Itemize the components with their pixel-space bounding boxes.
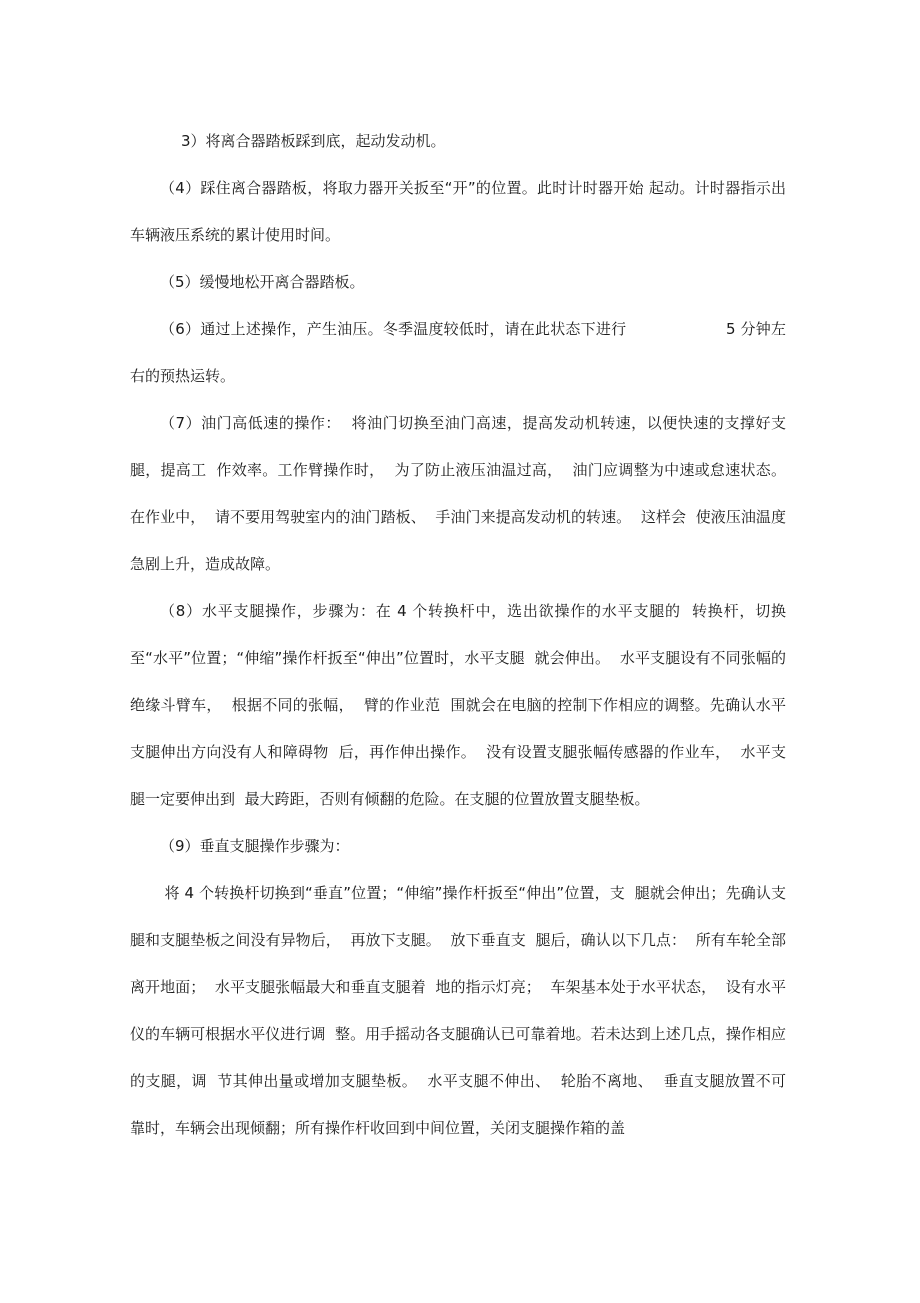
paragraph-step-4: （4）踩住离合器踏板，将取力器开关扳至“开”的位置。此时计时器开始 起动。计时器指示出车辆液压系统的累计使用时间。: [130, 179, 786, 244]
paragraph-step-7: （7）油门高低速的操作： 将油门切换至油门高速，提高发动机转速，以便快速的支撑好支腿，提高工 作效率。工作臂操作时， 为了防止液压油温过高， 油门应调整为中速或怠速状态。在作业中， 请不要用驾驶室内的油门踏板、 手油门来提高发动机的转速。 这样会 使液压油温度急剧上升，造成故障。: [130, 414, 786, 573]
document-body: [130, 118, 796, 1152]
paragraph-step-8: （8）水平支腿操作，步骤为：在 4 个转换杆中，选出欲操作的水平支腿的 转换杆，切换至“水平”位置；“伸缩”操作杆扳至“伸出”位置时，水平支腿 就会伸出。 水平支腿设有不同张幅的绝缘斗臂车， 根据不同的张幅， 臂的作业范 围就会在电脑的控制下作相应的调整。先确认水平支腿伸出方向没有人和障碍物 后，再作伸出操作。 没有设置支腿张幅传感器的作业车， 水平支腿一定要伸出到 最大跨距，否则有倾翻的危险。在支腿的位置放置支腿垫板。: [130, 602, 786, 808]
paragraph-step-6: （6）通过上述操作，产生油压。冬季温度较低时，请在此状态下进行 5 分钟左右的预热运转。: [130, 320, 786, 385]
paragraph-step-9-heading: （9）垂直支腿操作步骤为：: [160, 837, 350, 855]
paragraph-step-5: （5）缓慢地松开离合器踏板。: [160, 273, 365, 291]
paragraph-step-9-body: 将 4 个转换杆切换到“垂直”位置；“伸缩”操作杆扳至“伸出”位置，支 腿就会伸出；先确认支腿和支腿垫板之间没有异物后， 再放下支腿。 放下垂直支 腿后，确认以下几点： 所有车轮全部离开地面； 水平支腿张幅最大和垂直支腿着 地的指示灯亮； 车架基本处于水平状态， 设有水平仪的车辆可根据水平仪进行调 整。用手摇动各支腿确认已可靠着地。若未达到上述几点，操作相应的支腿，调 节其伸出量或增加支腿垫板。 水平支腿不伸出、 轮胎不离地、 垂直支腿放置不可 靠时，车辆会出现倾翻；所有操作杆收回到中间位置，关闭支腿操作箱的盖: [130, 884, 796, 1137]
paragraph-step-3: 3）将离合器踏板踩到底，起动发动机。: [181, 132, 446, 150]
